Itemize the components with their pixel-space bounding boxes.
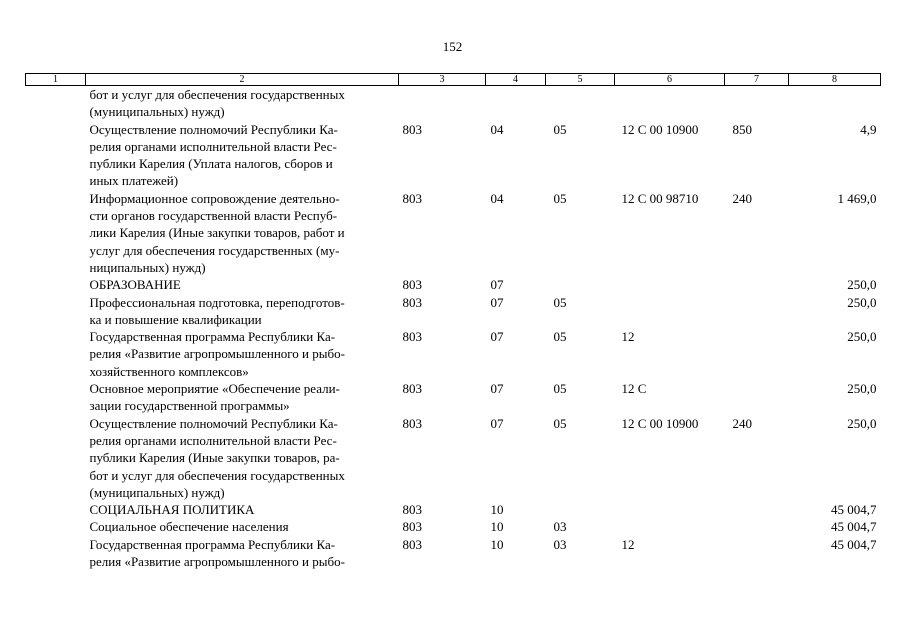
column-number: 6 bbox=[615, 74, 725, 86]
expense-type-code bbox=[725, 86, 789, 121]
section-code: 04 bbox=[490, 190, 504, 206]
amount-cell bbox=[789, 86, 881, 121]
row-number-cell bbox=[26, 415, 86, 501]
item-name-line: бот и услуг для обеспечения государственных bbox=[89, 467, 345, 483]
row-number-cell bbox=[26, 86, 86, 121]
item-name-cell bbox=[86, 86, 399, 121]
column-number: 4 bbox=[486, 74, 546, 86]
item-name-line: лики Карелия (Иные закупки товаров, работ и bbox=[89, 225, 345, 241]
column-number: 7 bbox=[725, 74, 789, 86]
target-article-code: 12 С 00 10900 bbox=[621, 121, 699, 137]
row-number-cell bbox=[26, 328, 86, 380]
grbs-code: 803 bbox=[402, 536, 422, 552]
item-name-line: (муниципальных) нужд) bbox=[89, 104, 225, 120]
column-number-header bbox=[26, 74, 881, 86]
item-name-line: Информационное сопровождение деятельно- bbox=[89, 190, 340, 206]
subsection-code: 05 bbox=[553, 329, 567, 345]
grbs-code: 803 bbox=[402, 381, 422, 397]
target-article-code bbox=[615, 294, 725, 329]
section-code: 10 bbox=[490, 502, 504, 518]
item-name-cell bbox=[86, 190, 399, 276]
amount-cell: 250,0 bbox=[847, 415, 877, 431]
item-name-line: релия органами исполнительной власти Рес- bbox=[89, 138, 337, 154]
amount-cell: 250,0 bbox=[847, 381, 877, 397]
amount-cell: 45 004,7 bbox=[831, 536, 877, 552]
section-code: 07 bbox=[490, 381, 504, 397]
grbs-code: 803 bbox=[402, 277, 422, 293]
subsection-code bbox=[546, 501, 615, 518]
expense-type-code bbox=[725, 536, 789, 571]
amount-cell: 250,0 bbox=[847, 329, 877, 345]
item-name-line: Социальное обеспечение населения bbox=[89, 519, 289, 535]
item-name-line: релия «Развитие агропромышленного и рыбо- bbox=[89, 554, 345, 570]
amount-cell: 1 469,0 bbox=[837, 190, 877, 206]
expense-type-code: 240 bbox=[732, 415, 752, 431]
target-article-code: 12 С bbox=[621, 381, 647, 397]
row-number-cell bbox=[26, 294, 86, 329]
subsection-code: 05 bbox=[553, 294, 567, 310]
grbs-code: 803 bbox=[402, 502, 422, 518]
target-article-code bbox=[615, 518, 725, 535]
section-code bbox=[486, 86, 546, 121]
target-article-code: 12 bbox=[621, 329, 635, 345]
table-row bbox=[26, 190, 881, 276]
item-name-cell bbox=[86, 501, 399, 518]
subsection-code: 05 bbox=[553, 415, 567, 431]
row-number-cell bbox=[26, 518, 86, 535]
table-row bbox=[26, 501, 881, 518]
item-name-line: Профессиональная подготовка, переподготов- bbox=[89, 294, 345, 310]
column-number: 5 bbox=[546, 74, 615, 86]
item-name-line: Осуществление полномочий Республики Ка- bbox=[89, 415, 338, 431]
target-article-code bbox=[615, 501, 725, 518]
item-name-line: Государственная программа Республики Ка- bbox=[89, 536, 336, 552]
row-number-cell bbox=[26, 190, 86, 276]
amount-cell: 45 004,7 bbox=[831, 502, 877, 518]
item-name-cell bbox=[86, 536, 399, 571]
table-row bbox=[26, 294, 881, 329]
item-name-line: услуг для обеспечения государственных (му- bbox=[89, 242, 340, 258]
item-name-line: ка и повышение квалификации bbox=[89, 311, 262, 327]
item-name-line: иных платежей) bbox=[89, 173, 179, 189]
item-name-line: СОЦИАЛЬНАЯ ПОЛИТИКА bbox=[89, 502, 255, 518]
item-name-line: релия «Развитие агропромышленного и рыбо- bbox=[89, 346, 345, 362]
table-row bbox=[26, 518, 881, 535]
item-name-line: ОБРАЗОВАНИЕ bbox=[89, 277, 181, 293]
section-code: 10 bbox=[490, 536, 504, 552]
grbs-code: 803 bbox=[402, 121, 422, 137]
expense-type-code bbox=[725, 294, 789, 329]
table-row bbox=[26, 380, 881, 415]
column-number: 2 bbox=[86, 74, 399, 86]
item-name-line: бот и услуг для обеспечения государственных bbox=[89, 87, 345, 102]
item-name-line: релия органами исполнительной власти Рес- bbox=[89, 432, 337, 448]
row-number-cell bbox=[26, 276, 86, 293]
target-article-code: 12 С 00 98710 bbox=[621, 190, 699, 206]
target-article-code bbox=[615, 86, 725, 121]
table-row bbox=[26, 121, 881, 190]
column-number: 8 bbox=[789, 74, 881, 86]
subsection-code: 05 bbox=[553, 190, 567, 206]
item-name-line: Государственная программа Республики Ка- bbox=[89, 329, 336, 345]
target-article-code bbox=[615, 276, 725, 293]
grbs-code: 803 bbox=[402, 329, 422, 345]
item-name-line: сти органов государственной власти Респуб- bbox=[89, 208, 338, 224]
row-number-cell bbox=[26, 121, 86, 190]
grbs-code: 803 bbox=[402, 294, 422, 310]
item-name-line: публики Карелия (Иные закупки товаров, ра- bbox=[89, 450, 340, 466]
expense-type-code bbox=[725, 518, 789, 535]
grbs-code: 803 bbox=[402, 415, 422, 431]
subsection-code bbox=[546, 86, 615, 121]
subsection-code: 03 bbox=[553, 519, 567, 535]
item-name-cell bbox=[86, 276, 399, 293]
section-code: 07 bbox=[490, 277, 504, 293]
subsection-code bbox=[546, 276, 615, 293]
subsection-code: 03 bbox=[553, 536, 567, 552]
expense-type-code bbox=[725, 501, 789, 518]
item-name-line: Осуществление полномочий Республики Ка- bbox=[89, 121, 338, 137]
amount-cell: 45 004,7 bbox=[831, 519, 877, 535]
subsection-code: 05 bbox=[553, 381, 567, 397]
grbs-code: 803 bbox=[402, 519, 422, 535]
table-row bbox=[26, 86, 881, 121]
item-name-line: Основное мероприятие «Обеспечение реали- bbox=[89, 381, 340, 397]
item-name-cell bbox=[86, 380, 399, 415]
amount-cell: 4,9 bbox=[860, 121, 877, 137]
expense-type-code bbox=[725, 328, 789, 380]
grbs-code bbox=[399, 86, 486, 121]
section-code: 07 bbox=[490, 329, 504, 345]
item-name-line: зации государственной программы» bbox=[89, 398, 290, 414]
row-number-cell bbox=[26, 501, 86, 518]
table-row bbox=[26, 328, 881, 380]
section-code: 10 bbox=[490, 519, 504, 535]
item-name-line: ниципальных) нужд) bbox=[89, 259, 206, 275]
page-number: 152 bbox=[442, 39, 463, 54]
column-number: 3 bbox=[399, 74, 486, 86]
item-name-cell bbox=[86, 328, 399, 380]
target-article-code: 12 С 00 10900 bbox=[621, 415, 699, 431]
table-row bbox=[26, 415, 881, 501]
item-name-cell bbox=[86, 294, 399, 329]
item-name-cell bbox=[86, 121, 399, 190]
row-number-cell bbox=[26, 380, 86, 415]
grbs-code: 803 bbox=[402, 190, 422, 206]
expense-type-code: 240 bbox=[732, 190, 752, 206]
expense-type-code bbox=[725, 276, 789, 293]
section-code: 07 bbox=[490, 294, 504, 310]
column-number: 1 bbox=[26, 74, 86, 86]
budget-table bbox=[25, 73, 881, 570]
subsection-code: 05 bbox=[553, 121, 567, 137]
table-row bbox=[26, 536, 881, 571]
table-row bbox=[26, 276, 881, 293]
section-code: 07 bbox=[490, 415, 504, 431]
item-name-line: публики Карелия (Уплата налогов, сборов и bbox=[89, 156, 333, 172]
amount-cell: 250,0 bbox=[847, 277, 877, 293]
section-code: 04 bbox=[490, 121, 504, 137]
expense-type-code bbox=[725, 380, 789, 415]
item-name-line: (муниципальных) нужд) bbox=[89, 484, 225, 500]
expense-type-code: 850 bbox=[732, 121, 752, 137]
item-name-line: хозяйственного комплексов» bbox=[89, 363, 249, 379]
target-article-code: 12 bbox=[621, 536, 635, 552]
item-name-cell bbox=[86, 415, 399, 501]
table-body bbox=[26, 86, 881, 571]
item-name-cell bbox=[86, 518, 399, 535]
row-number-cell bbox=[26, 536, 86, 571]
amount-cell: 250,0 bbox=[847, 294, 877, 310]
